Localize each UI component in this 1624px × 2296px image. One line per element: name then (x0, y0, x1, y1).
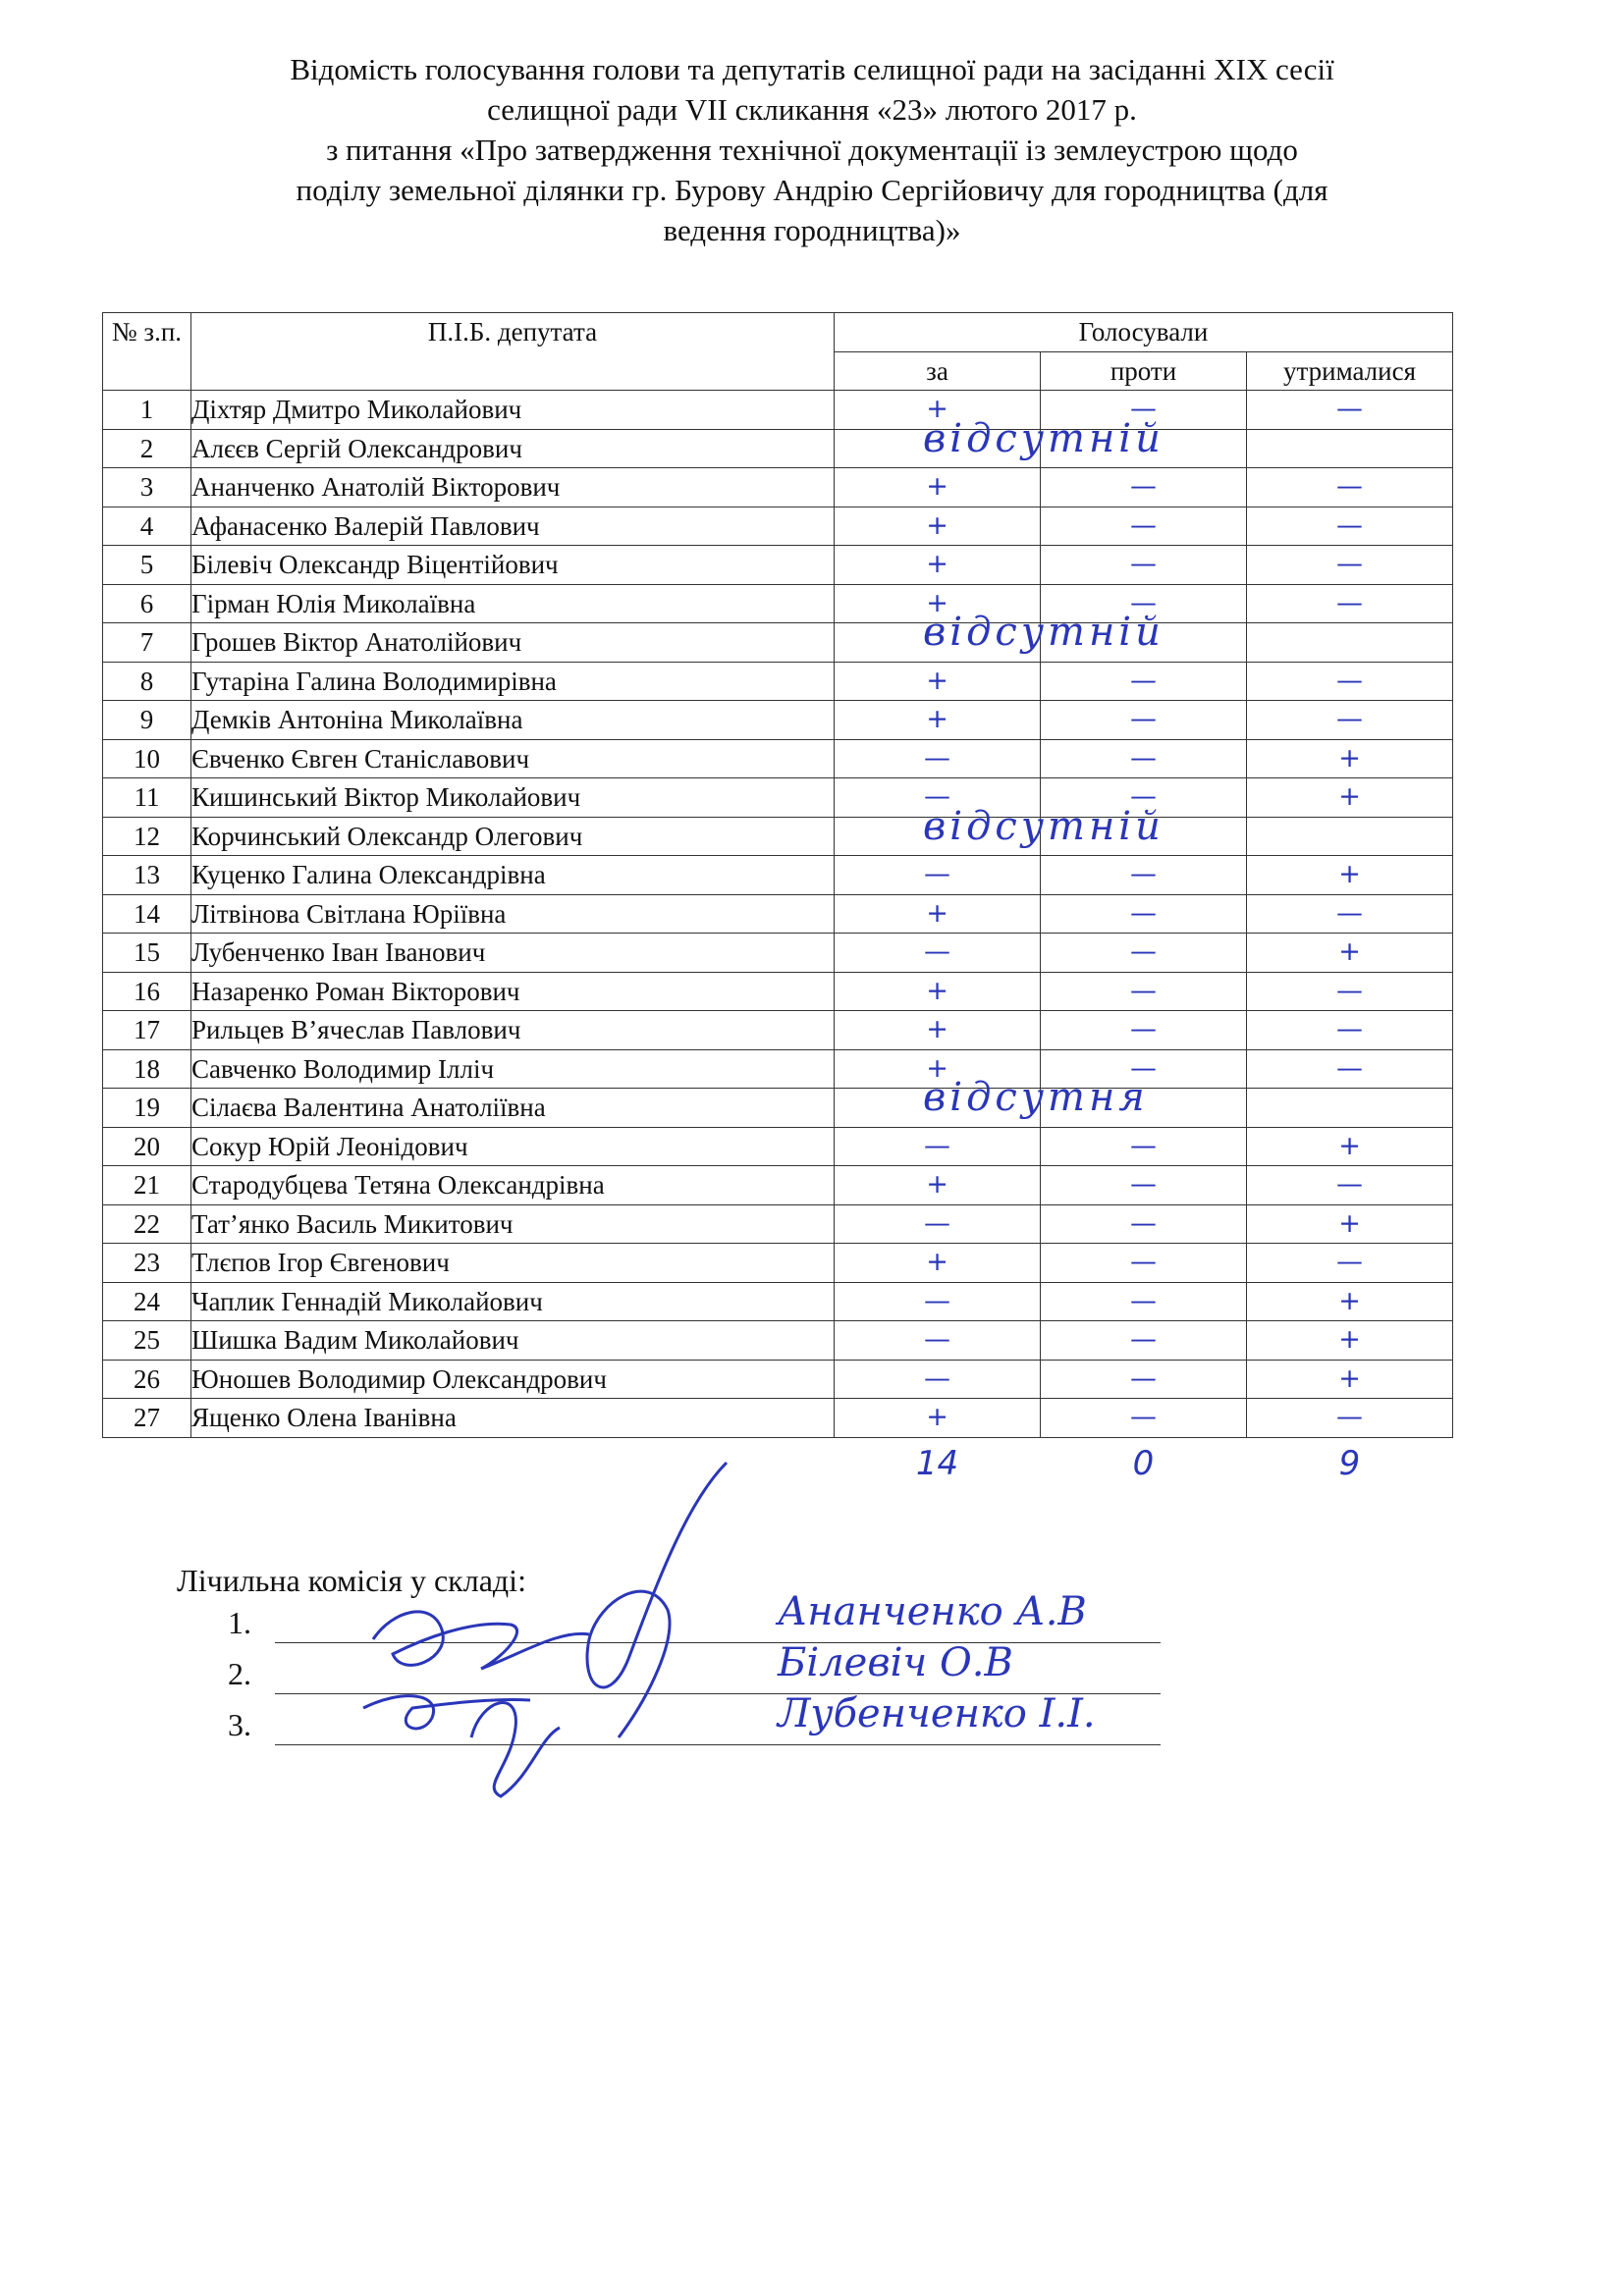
vote-against: — (1041, 934, 1247, 973)
vote-for: + (835, 1049, 1041, 1089)
vote-abstain (1247, 429, 1453, 468)
vote-abstain: — (1247, 1244, 1453, 1283)
vote-for: + (835, 972, 1041, 1011)
vote-against: — (1041, 1049, 1247, 1089)
table-row (103, 778, 1453, 818)
vote-for: — (835, 856, 1041, 895)
deputy-name: Сілаєва Валентина Анатоліївна (191, 1089, 835, 1128)
deputy-name: Тат’янко Василь Микитович (191, 1204, 835, 1244)
vote-for: + (835, 1166, 1041, 1205)
totals-row (103, 1437, 1453, 1489)
row-number: 10 (103, 739, 191, 778)
vote-abstain: — (1247, 1011, 1453, 1050)
table-row (103, 662, 1453, 701)
member-number: 1. (228, 1605, 251, 1640)
vote-against: — (1041, 1282, 1247, 1321)
vote-for: + (835, 584, 1041, 623)
vote-abstain: — (1247, 468, 1453, 507)
vote-for: + (835, 391, 1041, 430)
absent-note: відсутня (923, 1075, 1149, 1120)
voting-table (102, 312, 1453, 1489)
table-row (103, 584, 1453, 623)
signature-stroke (373, 1612, 589, 1669)
vote-against (1041, 623, 1247, 663)
deputy-name: Грошев Віктор Анатолійович (191, 623, 835, 663)
deputy-name: Демків Антоніна Миколаївна (191, 701, 835, 740)
deputy-name: Стародубцева Тетяна Олександрівна (191, 1166, 835, 1205)
vote-for: — (835, 934, 1041, 973)
vote-for (835, 415, 1164, 468)
title-line: селищної ради VII скликання «23» лютого 2017 р. (487, 92, 1137, 127)
row-number: 9 (103, 701, 191, 740)
vote-abstain: + (1247, 856, 1453, 895)
deputy-name: Літвінова Світлана Юріївна (191, 894, 835, 934)
signature-stroke (587, 1463, 727, 1737)
table-row (103, 856, 1453, 895)
deputy-name: Назаренко Роман Вікторович (191, 972, 835, 1011)
table-row (103, 429, 1453, 468)
vote-abstain: — (1247, 1049, 1453, 1089)
vote-abstain: + (1247, 739, 1453, 778)
table-row (103, 507, 1453, 546)
vote-against: — (1041, 972, 1247, 1011)
absent-note: відсутній (923, 610, 1164, 655)
deputy-name: Ященко Олена Іванівна (191, 1399, 835, 1438)
table-row (103, 701, 1453, 740)
vote-against: — (1041, 546, 1247, 585)
table-row (103, 1399, 1453, 1438)
table-row (103, 546, 1453, 585)
table-row (103, 1089, 1453, 1128)
deputy-name: Кишинський Віктор Миколайович (191, 778, 835, 818)
vote-for: + (835, 468, 1041, 507)
vote-for: + (835, 507, 1041, 546)
vote-for (835, 1075, 1149, 1128)
vote-abstain (1247, 1089, 1453, 1128)
vote-against: — (1041, 1127, 1247, 1166)
table-row (103, 1244, 1453, 1283)
handwritten-signatures (334, 1443, 746, 1816)
vote-against: — (1041, 894, 1247, 934)
deputy-name: Тлєпов Ігор Євгенович (191, 1244, 835, 1283)
vote-against: — (1041, 1321, 1247, 1361)
table-row (103, 894, 1453, 934)
table-row (103, 739, 1453, 778)
vote-against: — (1041, 468, 1247, 507)
row-number: 6 (103, 584, 191, 623)
vote-against: — (1041, 739, 1247, 778)
table-row (103, 1204, 1453, 1244)
deputy-name: Чаплик Геннадій Миколайович (191, 1282, 835, 1321)
row-number: 18 (103, 1049, 191, 1089)
vote-for (835, 610, 1164, 663)
vote-against: — (1041, 1244, 1247, 1283)
vote-abstain (1247, 623, 1453, 663)
row-number: 19 (103, 1089, 191, 1128)
vote-for: + (835, 662, 1041, 701)
table-row (103, 391, 1453, 430)
deputy-name: Савченко Володимир Ілліч (191, 1049, 835, 1089)
row-number: 17 (103, 1011, 191, 1050)
deputy-name: Куценко Галина Олександрівна (191, 856, 835, 895)
vote-against: — (1041, 1360, 1247, 1399)
vote-abstain: + (1247, 1127, 1453, 1166)
vote-abstain: — (1247, 546, 1453, 585)
total-abstain: 9 (1338, 1443, 1361, 1483)
row-number: 2 (103, 429, 191, 468)
vote-against: — (1041, 662, 1247, 701)
vote-against: — (1041, 1166, 1247, 1205)
row-number: 25 (103, 1321, 191, 1361)
deputy-name: Алєєв Сергій Олександрович (191, 429, 835, 468)
table-row (103, 1321, 1453, 1361)
vote-abstain (1247, 817, 1453, 856)
row-number: 27 (103, 1399, 191, 1438)
row-number: 7 (103, 623, 191, 663)
deputy-name: Шишка Вадим Миколайович (191, 1321, 835, 1361)
vote-against: — (1041, 584, 1247, 623)
vote-against: — (1041, 1011, 1247, 1050)
vote-abstain: — (1247, 701, 1453, 740)
table-row (103, 1360, 1453, 1399)
title-line: поділу земельної ділянки гр. Бурову Андрію Сергійовичу для городництва (для (296, 173, 1328, 207)
member-name: Ананченко А.В (778, 1589, 1087, 1634)
vote-for: + (835, 1244, 1041, 1283)
document-title (147, 49, 1477, 250)
deputy-name: Сокур Юрій Леонідович (191, 1127, 835, 1166)
row-number: 14 (103, 894, 191, 934)
vote-abstain: + (1247, 778, 1453, 818)
header-voted: Голосували (835, 313, 1453, 352)
vote-for: + (835, 1399, 1041, 1438)
header-name: П.І.Б. депутата (191, 313, 835, 391)
table-row (103, 817, 1453, 856)
signature-stroke (363, 1696, 530, 1729)
vote-for: — (835, 1282, 1041, 1321)
row-number: 24 (103, 1282, 191, 1321)
header-num: № з.п. (103, 313, 191, 391)
row-number: 1 (103, 391, 191, 430)
row-number: 22 (103, 1204, 191, 1244)
member-number: 3. (228, 1707, 251, 1742)
table-row (103, 1011, 1453, 1050)
signature-stroke (471, 1703, 560, 1796)
deputy-name: Рильцев В’ячеслав Павлович (191, 1011, 835, 1050)
row-number: 15 (103, 934, 191, 973)
row-number: 20 (103, 1127, 191, 1166)
vote-abstain: — (1247, 507, 1453, 546)
deputy-name: Діхтяр Дмитро Миколайович (191, 391, 835, 430)
member-name: Білевіч О.В (778, 1640, 1013, 1685)
deputy-name: Лубенченко Іван Іванович (191, 934, 835, 973)
member-number: 2. (228, 1656, 251, 1691)
row-number: 8 (103, 662, 191, 701)
vote-for: — (835, 739, 1041, 778)
deputy-name: Ананченко Анатолій Вікторович (191, 468, 835, 507)
vote-against: — (1041, 391, 1247, 430)
vote-for: — (835, 1321, 1041, 1361)
vote-abstain: — (1247, 894, 1453, 934)
deputy-name: Корчинський Олександр Олегович (191, 817, 835, 856)
header-against: проти (1041, 351, 1247, 391)
deputy-name: Білевіч Олександр Віцентійович (191, 546, 835, 585)
deputy-name: Юношев Володимир Олександрович (191, 1360, 835, 1399)
vote-abstain: — (1247, 391, 1453, 430)
table-row (103, 468, 1453, 507)
row-number: 5 (103, 546, 191, 585)
row-number: 4 (103, 507, 191, 546)
vote-for: — (835, 1127, 1041, 1166)
deputy-name: Гутаріна Галина Володимирівна (191, 662, 835, 701)
vote-abstain: + (1247, 1360, 1453, 1399)
vote-abstain: + (1247, 1204, 1453, 1244)
header-abstain: утрималися (1247, 351, 1453, 391)
total-for: 14 (915, 1443, 959, 1483)
vote-abstain: — (1247, 1166, 1453, 1205)
deputy-name: Афанасенко Валерій Павлович (191, 507, 835, 546)
table-body (103, 391, 1453, 1438)
vote-for: + (835, 1011, 1041, 1050)
vote-abstain: — (1247, 972, 1453, 1011)
vote-against (1041, 1089, 1247, 1128)
title-line: з питання «Про затвердження технічної документації із землеустрою щодо (326, 133, 1298, 167)
vote-abstain: + (1247, 1321, 1453, 1361)
vote-against: — (1041, 1399, 1247, 1438)
row-number: 3 (103, 468, 191, 507)
vote-against: — (1041, 856, 1247, 895)
deputy-name: Євченко Євген Станіславович (191, 739, 835, 778)
row-number: 11 (103, 778, 191, 818)
vote-abstain: + (1247, 934, 1453, 973)
vote-for: — (835, 778, 1041, 818)
vote-for (835, 803, 1164, 856)
title-line: Відомість голосування голови та депутатів селищної ради на засіданні ХІХ сесії (290, 52, 1334, 86)
table-row (103, 972, 1453, 1011)
row-number: 21 (103, 1166, 191, 1205)
vote-for: — (835, 1360, 1041, 1399)
table-row (103, 934, 1453, 973)
absent-note: відсутній (923, 415, 1164, 461)
total-against: 0 (1132, 1443, 1155, 1483)
vote-against: — (1041, 1204, 1247, 1244)
table-row (103, 1049, 1453, 1089)
vote-for: + (835, 894, 1041, 934)
vote-against (1041, 817, 1247, 856)
row-number: 23 (103, 1244, 191, 1283)
table-row (103, 1127, 1453, 1166)
member-name: Лубенченко І.І. (778, 1691, 1096, 1736)
commission-label: Лічильна комісія у складі: (177, 1563, 526, 1598)
vote-for: — (835, 1204, 1041, 1244)
vote-abstain: — (1247, 584, 1453, 623)
row-number: 16 (103, 972, 191, 1011)
absent-note: відсутній (923, 803, 1164, 849)
row-number: 26 (103, 1360, 191, 1399)
vote-for: + (835, 701, 1041, 740)
vote-against: — (1041, 701, 1247, 740)
row-number: 12 (103, 817, 191, 856)
vote-against: — (1041, 507, 1247, 546)
vote-abstain: — (1247, 662, 1453, 701)
table-row (103, 1166, 1453, 1205)
row-number: 13 (103, 856, 191, 895)
vote-against (1041, 429, 1247, 468)
vote-abstain: + (1247, 1282, 1453, 1321)
vote-abstain: — (1247, 1399, 1453, 1438)
header-for: за (835, 351, 1041, 391)
vote-for: + (835, 546, 1041, 585)
vote-against: — (1041, 778, 1247, 818)
table-row (103, 623, 1453, 663)
title-line: ведення городництва)» (663, 213, 961, 247)
table-row (103, 1282, 1453, 1321)
deputy-name: Гірман Юлія Миколаївна (191, 584, 835, 623)
